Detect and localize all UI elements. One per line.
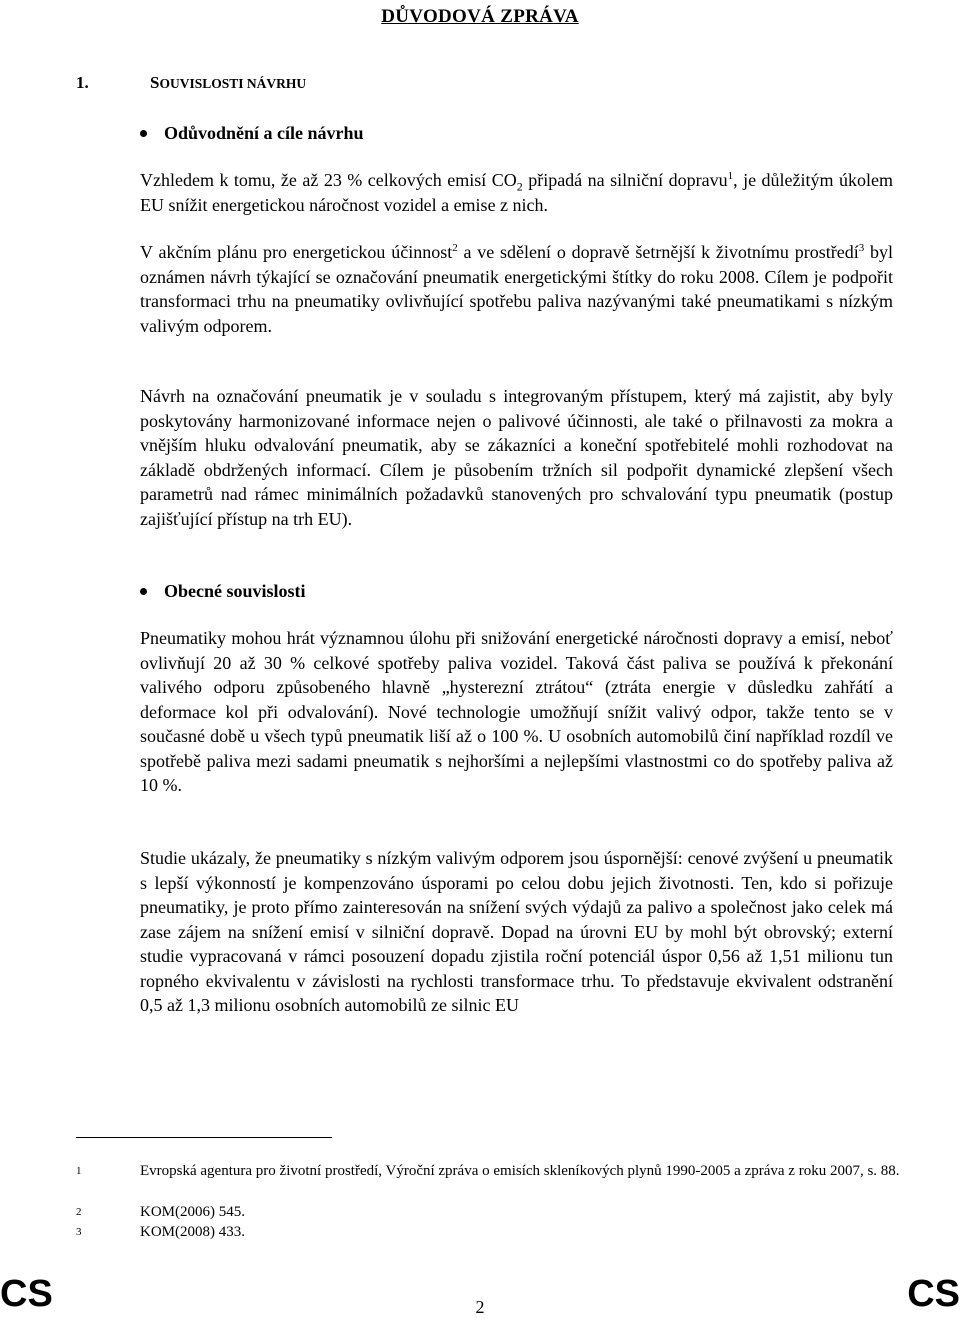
bullet-dot-icon xyxy=(140,130,147,137)
footer-language-right: CS xyxy=(907,1273,960,1315)
footnote-ref-1[interactable]: 1 xyxy=(727,170,734,182)
page-number: 2 xyxy=(475,1297,485,1317)
footnote-ref-3[interactable]: 3 xyxy=(858,242,865,254)
paragraph-5: Studie ukázaly, že pneumatiky s nízkým valivým odporem jsou úspornější: cenové zvýšení u pneumatik s lepší výkonností je kompenzováno úsporami po celou dobu jejich životnosti. Ten, kdo si pořizuje pneumatiky, je proto přímo zainteresován na snížení svých výdajů za palivo a společnost jako celek má zase zájem na snížení emisí v silniční dopravě. Dopad na úrovni EU by mohl být obrovský; externí studie vypracovaná v rámci posouzení dopadu zjistila roční potenciál úspor 0,56 až 1,51 milionu tun ropného ekvivalentu v závislosti na rychlosti transformace trhu. To představuje ekvivalent odstranění 0,5 až 1,3 milionu osobních automobilů ze silnic EU xyxy=(140,848,893,1015)
footer-language-left: CS xyxy=(0,1273,53,1315)
paragraph-1: Vzhledem k tomu, že až 23 % celkových emisí $CO_2$ připadá na silniční dopravu$^1$, je důležitým úkolem EU snížit energetickou náročnost vozidel a emise z nich. xyxy=(140,170,893,215)
paragraph-2: V akčním plánu pro energetickou účinnost$^2$ a ve sdělení o dopravě šetrnější k životnímu prostředí$^3$ byl oznámen návrh týkající se označování pneumatik energetickými štítky do roku 2008. Cílem je podpořit transformaci trhu na pneumatiky ovlivňující spotřebu paliva nazývanými také pneumatikami s nízkým valivým odporem. xyxy=(140,242,893,336)
footnote-text: Evropská agentura pro životní prostředí, Výroční zpráva o emisích skleníkových plynů 1990-2005 a zpráva z roku 2007, s. 88. xyxy=(140,1163,900,1179)
footnote-ref-2[interactable]: 2 xyxy=(452,242,458,254)
paragraph-4: Pneumatiky mohou hrát významnou úlohu při snižování energetické náročnosti dopravy a emisí, neboť ovlivňují 20 až 30 % celkové spotřeby paliva vozidel. Taková část paliva se používá k překonání valivého odporu způsobeného hlavně „hysterezní ztrátou“ (ztráta energie v důsledku zahřátí a deformace kol při odvalování). Nové technologie umožňují snížit valivý odpor, takže tento se v současné době u všech typů pneumatik liší až o 100 %. U osobních automobilů činí například rozdíl ve spotřebě paliva mezi sadami pneumatik s nejhoršími a nejlepšími vlastnostmi co do spotřeby paliva až 10 %. xyxy=(140,628,893,795)
section-initial: S xyxy=(150,73,160,92)
section-title-rest: OUVISLOSTI NÁVRHU xyxy=(159,76,307,91)
footnote-divider xyxy=(76,1137,332,1138)
footnote-text: KOM(2006) 545. xyxy=(140,1204,245,1220)
footnote-text: KOM(2008) 433. xyxy=(140,1224,245,1240)
footnote-number: 3 xyxy=(76,1226,82,1238)
paragraph-3: Návrh na označování pneumatik je v souladu s integrovaným přístupem, který má zajistit, aby byly poskytovány harmonizované informace nejen o palivové účinnosti, ale také o přilnavosti za mokra a vnějším hluku odvalování pneumatik, aby se zákazníci a koneční spotřebitelé mohli rozhodovat na základě obdržených informací. Cílem je působením tržních sil podpořit dynamické zlepšení všech parametrů nad rámec minimálních požadavků stanovených pro schvalování typu pneumatik (postup zajišťující přístup na trh EU). xyxy=(140,386,893,529)
footnote-number: 1 xyxy=(76,1165,82,1177)
page-title: DŮVODOVÁ ZPRÁVA xyxy=(381,6,579,27)
footnote-number: 2 xyxy=(76,1206,82,1218)
section-heading xyxy=(76,73,306,93)
bullet-heading-text: Odůvodnění a cíle návrhu xyxy=(164,123,364,143)
bullet-dot-icon xyxy=(140,588,147,595)
section-number: 1. xyxy=(76,73,89,92)
bullet-heading-text: Obecné souvislosti xyxy=(164,581,306,601)
